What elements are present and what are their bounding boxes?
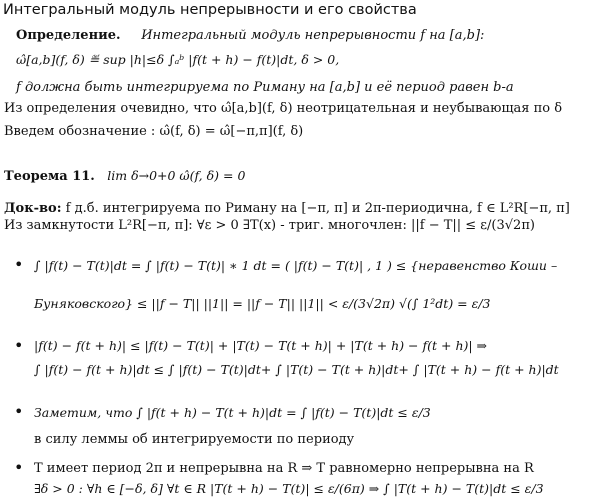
definition-formula-text: ω̂[a,b](f, δ) ≝ sup |h|≤δ ∫ₐᵇ |f(t + h) − f(t)|dt, δ > 0, [16, 52, 340, 67]
observation: Из определения очевидно, что ω̂[a,b](f, δ) неотрицательная и неубывающая по δ [4, 101, 563, 116]
bullet-2-line-1: |f(t) − f(t + h)| ≤ |f(t) − T(t)| + |T(t) − T(t + h)| + |T(t + h) − f(t + h)| ⇒ [34, 338, 488, 353]
notation: Введем обозначение : ω̂(f, δ) = ω̂[−π,π](f, δ) [4, 124, 304, 139]
bullet-dot: • [14, 336, 24, 355]
definition-row [16, 28, 484, 44]
bullet-1-line-2: Буняковского} ≤ ||f − T|| ||1|| = ||f − T|| ||1|| < ε/(3√2π) √(∫ 1²dt) = ε/3 [34, 296, 491, 311]
theorem-label: Теорема 11. [4, 169, 95, 184]
bullet-4-line-2: ∃δ > 0 : ∀h ∈ [−δ, δ] ∀t ∈ R |T(t + h) − T(t)| ≤ ε/(6π) ⇒ ∫ |T(t + h) − T(t)|dt ≤ ε/3 [34, 481, 544, 496]
theorem-row [4, 168, 245, 185]
bullet-4-line-1: T имеет период 2π и непрерывна на R ⇒ T равномерно непрерывна на R [34, 461, 534, 476]
proof-line-1-text: f д.б. интегрируема по Риману на [−π, π] и 2π-периодична, f ∈ L²R[−π, π] [65, 201, 570, 216]
definition-note-text: f должна быть интегрируема по Риману на [a,b] и её период равен b-a [16, 80, 514, 95]
definition-text: Интегральный модуль непрерывности f на [a,b]: [141, 28, 485, 43]
page-title: Интегральный модуль непрерывности и его свойства [3, 2, 417, 18]
bullet-3-line-1: Заметим, что ∫ |f(t + h) − T(t + h)|dt = ∫ |f(t) − T(t)|dt ≤ ε/3 [34, 405, 431, 420]
bullet-dot: • [14, 458, 24, 477]
bullet-dot: • [14, 402, 24, 421]
proof-line-2: Из замкнутости L²R[−π, π]: ∀ε > 0 ∃T(x) - триг. многочлен: ||f − T|| ≤ ε/(3√2π) [4, 218, 535, 233]
definition-formula [16, 52, 339, 69]
theorem-statement: lim δ→0+0 ω̂(f, δ) = 0 [107, 168, 246, 183]
proof-line-1 [4, 201, 570, 217]
bullet-2-line-2: ∫ |f(t) − f(t + h)|dt ≤ ∫ |f(t) − T(t)|dt+ ∫ |T(t) − T(t + h)|dt+ ∫ |T(t + h) − f(t + h)|dt [34, 362, 559, 377]
bullet-dot: • [14, 255, 24, 274]
bullet-1-line-1: ∫ |f(t) − T(t)|dt = ∫ |f(t) − T(t)| ∗ 1 dt = ( |f(t) − T(t)| , 1 ) ≤ {неравенство Коши – [34, 258, 558, 273]
proof-label: Док-во: [4, 201, 62, 216]
definition-label: Определение. [16, 28, 121, 43]
bullet-3-line-2: в силу леммы об интегрируемости по периоду [34, 432, 355, 447]
definition-note [16, 80, 514, 96]
